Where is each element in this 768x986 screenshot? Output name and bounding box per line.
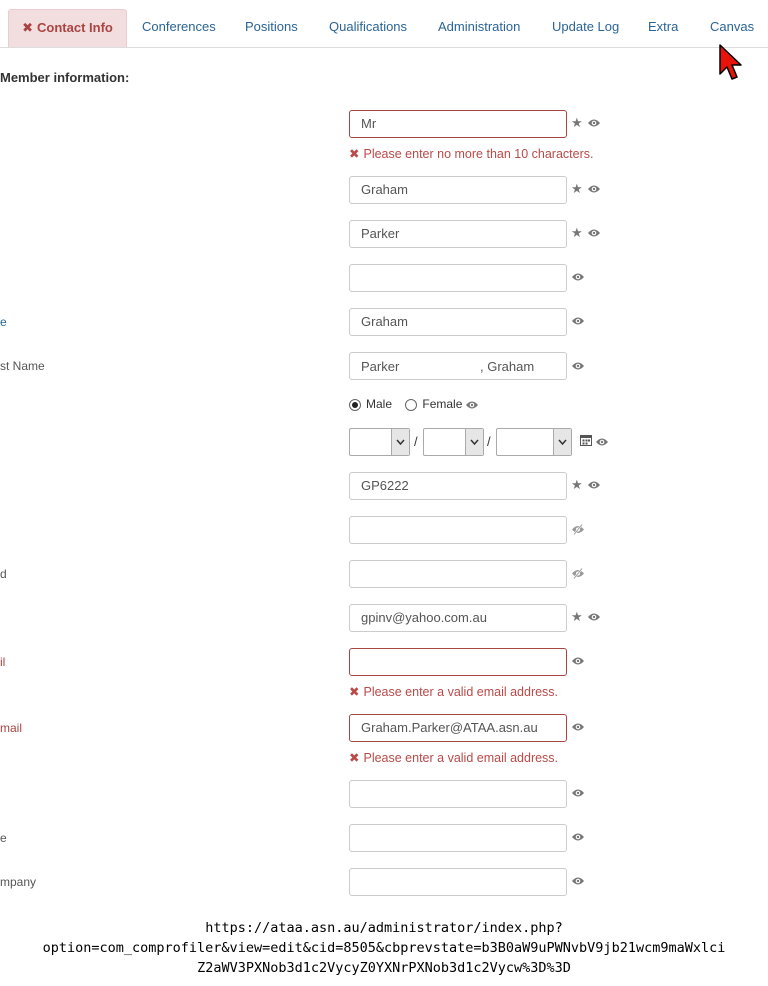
x-icon: ✖ [22,20,34,35]
password-input[interactable] [349,516,567,544]
title-input[interactable] [349,110,567,138]
last-first-name-field [349,352,567,380]
eye-icon[interactable] [587,228,601,238]
mouse-pointer-icon [718,44,742,85]
chevron-down-icon [391,429,409,455]
gender-female-radio[interactable] [405,399,417,411]
eye-icon[interactable] [571,361,585,371]
first-name-input[interactable] [349,176,567,204]
phone-input[interactable] [349,824,567,852]
date-separator: / [414,434,418,449]
tab-canvas[interactable]: Canvas [710,19,755,34]
error-text: Please enter no more than 10 characters. [363,147,594,161]
tab-administration[interactable]: Administration [438,19,521,34]
gender-radio-group [349,397,462,415]
star-icon: ★ [571,609,583,624]
chevron-down-icon [465,429,483,455]
phone-label: e [0,831,7,845]
last-name-input[interactable] [349,220,567,248]
middle-name-input[interactable] [349,264,567,292]
display-name-label: e [0,315,7,329]
password-confirm-input[interactable] [349,560,567,588]
star-icon: ★ [571,115,583,130]
url-line: https://ataa.asn.au/administrator/index.php? [205,920,563,936]
url-line: Z2aWV3PXNob3d1c2VycyZ0YXNrPXNob3d1c2Vycw%3D%3D [197,960,571,976]
eye-icon[interactable] [587,184,601,194]
tab-qualifications[interactable]: Qualifications [329,19,408,34]
eye-icon[interactable] [571,832,585,842]
eye-icon[interactable] [571,722,585,732]
email-confirm-label: il [0,655,6,669]
birth-month-select[interactable] [423,428,484,456]
company-input[interactable] [349,868,567,896]
error-text: Please enter a valid email address. [363,751,559,765]
last-name-part: Parker [361,359,400,374]
eye-icon[interactable] [571,876,585,886]
star-icon: ★ [571,477,583,492]
star-icon: ★ [571,181,583,196]
password-confirm-label: d [0,567,7,581]
x-icon: ✖ [349,685,360,699]
birth-year-select[interactable] [496,428,572,456]
last-first-name-label: st Name [0,359,45,373]
alt-email-input[interactable] [349,714,567,742]
gender-male-radio[interactable] [349,399,361,411]
eye-icon[interactable] [571,656,585,666]
calendar-icon[interactable] [580,434,592,449]
url-line: option=com_comprofiler&view=edit&cid=8505&cbprevstate=b3B0aW9uPWNvbV9jb21wcm9maWxlci [42,940,726,956]
email-input[interactable] [349,604,567,632]
date-separator: / [487,434,491,449]
text-input[interactable] [349,780,567,808]
eye-icon[interactable] [465,400,479,410]
page-url [0,918,768,978]
email-confirm-error [349,684,558,699]
eye-icon[interactable] [571,272,585,282]
eye-slash-icon[interactable] [571,524,585,535]
eye-icon[interactable] [571,316,585,326]
title-error [349,146,593,161]
tab-label: Contact Info [37,20,113,35]
eye-icon[interactable] [587,480,601,490]
username-input[interactable] [349,472,567,500]
email-confirm-input[interactable] [349,648,567,676]
birth-day-select[interactable] [349,428,410,456]
tab-extra[interactable]: Extra [648,19,679,34]
alt-email-error [349,750,558,765]
tab-conferences[interactable]: Conferences [142,19,216,34]
eye-slash-icon[interactable] [571,568,585,579]
alt-email-label: mail [0,721,23,735]
star-icon: ★ [571,225,583,240]
eye-icon[interactable] [595,437,609,447]
tab-update-log[interactable]: Update Log [552,19,620,34]
first-name-part: , Graham [480,359,535,374]
tab-positions[interactable]: Positions [245,19,298,34]
gender-male-label: Male [366,397,393,411]
tab-contact-info[interactable] [8,9,127,47]
x-icon: ✖ [349,751,360,765]
eye-icon[interactable] [587,118,601,128]
chevron-down-icon [553,429,571,455]
section-title: Member information: [0,70,130,85]
eye-icon[interactable] [571,788,585,798]
eye-icon[interactable] [587,612,601,622]
gender-female-label: Female [422,397,463,411]
x-icon: ✖ [349,147,360,161]
display-name-input[interactable] [349,308,567,336]
profile-tabs [0,0,768,48]
company-label: mpany [0,875,37,889]
error-text: Please enter a valid email address. [363,685,559,699]
